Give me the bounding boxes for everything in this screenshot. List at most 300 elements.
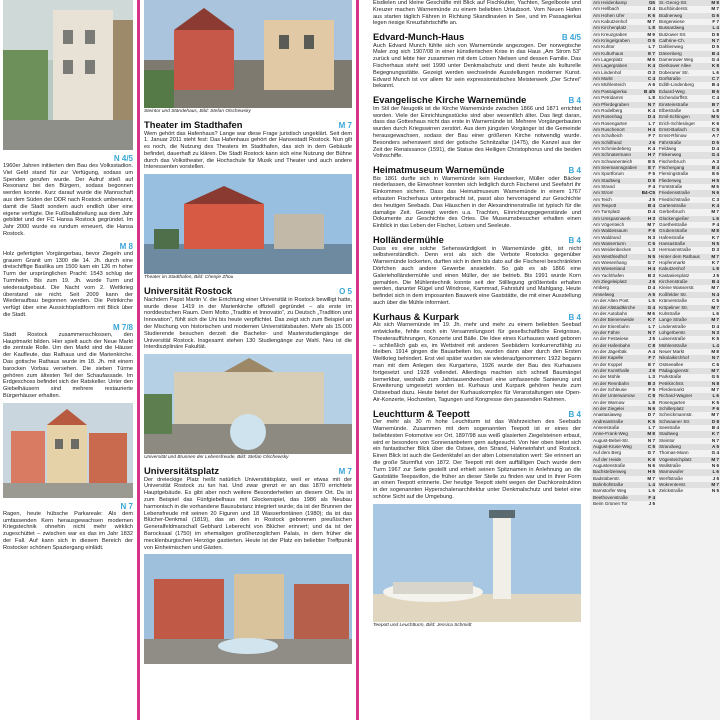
- street-name: Zelckstraße: [659, 488, 683, 494]
- grid-code: M 7: [711, 456, 719, 462]
- paragraph: Dass es eine solche Sehenswürdigkeit in Warnemünde gibt, ist nicht selbstverständlich. Denn erst als sich die Verbote Rostocks gegenüber Warnemünde lockerten, durften sich in dem bis dato auf die Fischerei beschränkten Dörfchen auch andere Gewerbe ansiedeln. So gab es ab 1866 eine Galerieholländermühle und einen Müller, der sie betrieb. Bis 1991 wurde Korn gemahlen. Die Mühlentechnik konnte seit der Stilllegung größtenteils erhalten werden, darunter Rügel und Windrose, Kammrad, Fahrstuhl und Mahlgang. Heute befindet sich in dem imposanten Bauwerk eine Gaststätte, die mit einer Ausstellung auch über die Mühle informiert.: [373, 245, 581, 306]
- section-title: Heimatmuseum Warnemünde: [373, 164, 505, 176]
- street-name: Petrikirchstr.: [659, 380, 685, 386]
- grid-code: M 8: [711, 0, 719, 5]
- grid-code: F 7: [712, 19, 719, 25]
- street-name: Am Kulturhaus: [593, 50, 624, 56]
- street-name: Ostseeallee: [659, 361, 684, 367]
- grid-code: E 7: [648, 50, 655, 56]
- street-name: Forststraße: [659, 183, 683, 189]
- paragraph: Stadt Rostock zusammenschlossen, den Hauptmarkt bilden. Hier spielt auch der Neue Markt die zentrale Rolle. Um den Markt sind die Häuser der Kaufleute, das Rathaus und die Marienkirche. Das gotische Rathaus wurde im 18. Jh. mit einem barocken Vorbau versehen. Die sieben Türme gehören zum ältesten Teil der Schaufassade. Im Erdgeschoss befindet sich der Ratskeller. Unter den Giebelhäusern sind mehrere restaurierte Bürgerhäuser erhalten.: [3, 331, 133, 399]
- section-ref: M 7/8: [112, 322, 133, 332]
- grid-code: G 5: [711, 374, 719, 380]
- street-name: Büdnerweg: [659, 12, 683, 18]
- grid-code: H 3: [647, 215, 655, 221]
- grid-code: B 4/5: [644, 88, 655, 94]
- grid-code: H 7: [647, 152, 655, 158]
- photo-university: [144, 354, 352, 454]
- street-name: Mühlenstraße: [659, 342, 688, 348]
- photo-universitaetsplatz: [144, 554, 352, 664]
- street-name: Am Markt: [593, 76, 613, 82]
- street-name: Wallstraße: [659, 463, 681, 469]
- grid-code: L 6: [712, 69, 719, 75]
- street-name: Am Schafteich: [593, 133, 623, 139]
- section-ref: N 4/5: [113, 154, 133, 163]
- street-index-column-1: [592, 0, 656, 720]
- street-name: Hopfenmarkt: [659, 260, 686, 266]
- grid-code: N 6: [647, 463, 655, 469]
- grid-code: D 5: [711, 44, 719, 50]
- street-name: Am Turnplatz: [593, 209, 621, 215]
- street-name: Bachstelzenweg: [593, 469, 627, 475]
- section-ref: B 4/5: [561, 33, 581, 43]
- grid-code: F 6: [648, 228, 655, 234]
- grid-code: G 6: [711, 12, 719, 18]
- grid-code: K 6: [711, 120, 719, 126]
- section-header-theater: [144, 118, 352, 131]
- street-name: Am Passagierkai: [593, 88, 628, 94]
- grid-code: A 5: [648, 291, 655, 297]
- right-page: [361, 0, 586, 720]
- street-name: Anastasiaweg: [593, 412, 622, 418]
- street-name: Am Schnatermann: [593, 152, 632, 158]
- grid-code: C 3: [711, 196, 719, 202]
- grid-code: G 4: [711, 152, 719, 158]
- section-title: Universitätsplatz: [144, 465, 220, 477]
- street-name: Am Rodelberg: [593, 107, 623, 113]
- grid-code: N 5: [711, 488, 719, 494]
- street-name: Cathrine-Ch.: [659, 38, 686, 44]
- street-name: Hermannstraße: [659, 247, 691, 253]
- photo-caption: Theater im Stadthafen, Bild: Chenjie Zhou: [144, 275, 234, 281]
- section-ref: N 7: [120, 501, 133, 511]
- grid-code: L 8: [712, 107, 719, 113]
- street-name: Am Ruschenort: [593, 126, 625, 132]
- section-title: Leuchtturm & Teepott: [373, 407, 470, 419]
- grid-code: D 4: [647, 209, 655, 215]
- street-name: Strandweg: [659, 444, 681, 450]
- street-name: Dierkower Allee: [659, 63, 691, 69]
- grid-code: O 3: [647, 69, 655, 75]
- grid-code: E 7: [648, 164, 655, 170]
- grid-code: M 8: [647, 431, 655, 437]
- photo-caption: Steintor und Ständehaus, Bild: Stefan Olschewsky: [144, 109, 251, 114]
- grid-code: N 8: [711, 380, 719, 386]
- street-name: Schillerplatz: [659, 406, 684, 411]
- street-name: An der Warnow: [593, 399, 625, 405]
- street-name: Am Kirchenplatz: [593, 25, 627, 31]
- street-name: Dorfstraße: [659, 76, 681, 82]
- grid-code: L 4: [648, 482, 655, 488]
- grid-code: J 6: [648, 139, 655, 145]
- grid-code: G 4: [647, 304, 655, 310]
- grid-code: L 7: [648, 323, 655, 329]
- street-name: Am Wasserturm: [593, 241, 626, 247]
- grid-code: N 7: [711, 437, 719, 443]
- grid-code: N 3: [647, 234, 655, 240]
- grid-code: C 4: [711, 95, 719, 101]
- street-name: Emil-Schlingen: [659, 114, 690, 120]
- grid-code: D 7: [647, 412, 655, 418]
- street-name: Am Westfriedhof: [593, 253, 627, 259]
- grid-code: B 4: [711, 82, 719, 88]
- section-header: [373, 233, 581, 246]
- street-name: St.-Georg-Str.: [659, 0, 688, 5]
- street-name: An der Alten Post: [593, 298, 629, 304]
- grid-code: E 7: [648, 361, 655, 367]
- section-title: Kurhaus & Kurpark: [373, 310, 459, 322]
- grid-code: K 4: [711, 203, 719, 208]
- street-name: Lohgerberstr.: [659, 329, 687, 335]
- grid-code: B 4: [711, 50, 719, 56]
- grid-code: D 8: [711, 418, 719, 424]
- grid-code: A 6: [648, 82, 655, 88]
- grid-code: N 7: [647, 101, 655, 107]
- paragraph: Nachdem Papst Martin V. die Errichtung einer Universität in Rostock bewilligt hatte, wurde diese 1419 in der Marienkirche offiziell gegründet – als erste im norddeutschen Raum. Dem Motto „Traditio et Innovatio“, zu Deutsch „Tradition und Innovation“, fühlt sich die Uni bis heute verpflichtet. Das zeigt sich zum Beispiel an der Mischung von historischen und modernen Universitätsbauten. Mehr als 15.000 Studierende besuchen derzeit die Bachelor- und Masterstudiengänge der Universität Rostock. Insgesamt stehen 130 Studiengänge zur Wahl. Neu ist die Interdisziplinäre Fakultät.: [144, 296, 352, 351]
- street-name: Wokrenterstr.: [659, 482, 687, 488]
- street-name: Am Teepott: [593, 203, 617, 208]
- paragraph: 1960er Jahren initiierten den Bau des Volksstadion. Viel Geld stand für zur Verfügung, sodass um Spenden gerufen wurde. Der Aufruf stieß auf Resonanz bei den Bürgern, sodass begonnen werden konnte. Kurz darauf wurde die Mannschaft aus dem Süden der DDR nach Rostock umbenannt, damit die Stadt sondern auch endlich über eine eigene verfügte. Die Fußballabteilung aus dem Jahr gebildet und der FC Hansa Rostock gegründet. Im Jahr 2000 wurde es rundum erneuert, die Hansa Rostock.: [3, 163, 133, 237]
- street-name: Am Yachthafen: [593, 272, 624, 278]
- paragraph: Holz gefertigten Vorgängerbau, bevor Ziegeln und grauem Granit um 1300 die 14. Jh. durch eine dreischiffige Basilika um 1500 kam ein 126 m hoher Turm der ursprünglichen Pracht: 1543 schlug der Turmhelm. Bis zum 19. Jh. wurde Turm und wiederaufgebaut. Die Nacht vom 2. Weltkrieg überstand sie nicht. Seit 2009 kann der Wiederaufbau begonnen werden. Die Petrikirche verfügt über eine Aussichtsplattform mit Blick über die Stadt.: [3, 250, 133, 318]
- grid-code: B 7: [711, 101, 719, 107]
- grid-code: J 5: [648, 196, 655, 202]
- grid-code: E 6: [712, 171, 719, 177]
- street-name: Koßfelder Str.: [659, 291, 688, 297]
- street-name: Am Waldessaum: [593, 228, 628, 234]
- street-name: Am Pferdegraben: [593, 101, 630, 107]
- grid-code: M 8: [711, 348, 719, 354]
- grid-code: L 8: [648, 25, 655, 31]
- section-ref: M 7: [338, 467, 352, 477]
- grid-code: K 5: [711, 399, 719, 405]
- street-name: Rosengarten: [659, 399, 686, 405]
- grid-code: G 4: [711, 57, 719, 63]
- street-name: Beethovenstraße: [593, 494, 628, 500]
- grid-code: M 7: [711, 317, 719, 323]
- grid-code: A 7: [712, 133, 719, 139]
- street-name: Bürgerwiese: [659, 19, 685, 25]
- grid-code: F 6: [712, 406, 719, 411]
- section-title: Theater im Stadthafen: [144, 119, 243, 130]
- street-name: Hinter dem Rathaus: [659, 253, 700, 259]
- section-title: Evangelische Kirche Warnemünde: [373, 94, 527, 106]
- street-name: Fährstraße: [659, 139, 682, 145]
- grid-code: L 6: [712, 215, 719, 221]
- section-header: [373, 30, 581, 43]
- section-header: [373, 310, 581, 323]
- grid-code: L 7: [648, 44, 655, 50]
- street-index-column-2: [658, 0, 720, 720]
- grid-code: N 5: [711, 241, 719, 247]
- grid-code: K 6: [647, 456, 655, 462]
- grid-code: J 6: [648, 367, 655, 373]
- grid-code: L 3: [648, 374, 655, 380]
- street-name: Am Heidenkamp: [593, 0, 627, 5]
- grid-code: M 7: [711, 285, 719, 291]
- grid-code: C 5: [711, 298, 719, 304]
- street-name: Dahlienweg: [659, 44, 684, 50]
- section-ref: B 4: [568, 96, 581, 106]
- paragraph: Der dreieckige Platz heißt natürlich Universitätsplatz, weil er etwas mit der Universität Rostock zu tun hat. Und zwar grenzt er an das 1870 errichtete Hauptgebäude. Es gibt aber noch weitere Besonderheiten an diesem Ort. Da ist zum Beispiel das Fünfgiebelhaus mit Glockenspiel, das 1986 als Neubau harmonisch in die vorhandene Bausubstanz integriert wurde; da ist der Brunnen der Lebensfreude mit seinen 20 Figuren und 18 Wasserfontänen (1980); da ist das Blücher-Denkmal (1819), das an den in Rostock geborenen preußischen Generalfeldmarschall Gebhard Leberecht von Blücher erinnert; und da ist der Barocksaal (1750) im ehemaligen großherzoglichen Palais, in dem früher die mecklenburgischen Herzöge gastierten. Heute ist der Platz ein beliebter Treffpunkt von Einheimischen und Gästen.: [144, 476, 352, 551]
- street-name: Am Lagerplatz: [593, 57, 623, 63]
- street-name: An der Koppel: [593, 361, 623, 367]
- grid-code: M 5: [711, 183, 719, 189]
- grid-code: D 3: [711, 247, 719, 253]
- photo-caption: Universität und Brunnen der Lebensfreude, Bild: Stefan Olschewsky: [144, 455, 289, 461]
- street-name: Eichendorffstr.: [659, 95, 689, 101]
- grid-code: A 3: [712, 158, 719, 164]
- section-header-universitaetsplatz: [144, 464, 352, 477]
- street-name: Schnickmannstr.: [659, 412, 693, 418]
- grid-code: M 5: [711, 114, 719, 120]
- grid-code: L 8: [712, 266, 719, 272]
- grid-code: M 7: [647, 19, 655, 25]
- street-name: Seestraße: [659, 425, 681, 431]
- street-name: Amselweg: [593, 291, 615, 297]
- grid-code: H 5: [647, 469, 655, 475]
- street-name: Am Mühlenteich: [593, 82, 626, 88]
- section-divider-left: [137, 0, 140, 720]
- street-name: Am Petridamm: [593, 95, 624, 101]
- grid-code: M 7: [711, 386, 719, 392]
- street-name: Vögenteichplatz: [659, 456, 692, 462]
- street-name: Am Kabutzenhof: [593, 19, 627, 25]
- grid-code: M 7: [711, 209, 719, 215]
- photo-rathaus: [3, 403, 133, 498]
- grid-code: D 8: [711, 31, 719, 37]
- grid-code: L 7: [648, 425, 655, 431]
- street-name: Friedensstraße: [659, 190, 690, 196]
- street-name: Am Sportforum: [593, 171, 624, 177]
- street-name: Am Strom: [593, 190, 614, 196]
- street-name: Hafenstraße: [659, 234, 685, 240]
- street-name: Am Waldrand: [593, 234, 621, 240]
- grid-code: M 9: [647, 31, 655, 37]
- street-index-row: [658, 488, 720, 494]
- street-name: Am Schilfrand: [593, 139, 622, 145]
- section-title: Edvard-Munch-Haus: [373, 31, 465, 43]
- street-name: Thomas-Mann: [659, 450, 689, 456]
- street-name: Friedrichstraße: [659, 196, 690, 202]
- grid-code: A 4: [648, 348, 655, 354]
- street-name: Erich-Schlesinger: [659, 120, 695, 126]
- grid-code: G 4: [711, 450, 719, 456]
- grid-code: G 7: [647, 260, 655, 266]
- section-header: [373, 407, 581, 420]
- grid-code: L 7: [648, 120, 655, 126]
- street-name: Elbestraße: [659, 107, 682, 113]
- grid-code: C 8: [647, 342, 655, 348]
- grid-code: D 4: [711, 145, 719, 151]
- grid-code: G5: [648, 0, 655, 5]
- grid-code: J 6: [648, 279, 655, 285]
- grid-code: C 6: [647, 241, 655, 247]
- grid-code: N 7: [711, 355, 719, 361]
- grid-code: H 4: [647, 126, 655, 132]
- grid-code: C 6: [711, 361, 719, 367]
- grid-code: M 6: [647, 310, 655, 316]
- street-name: Am Schwanenteich: [593, 158, 633, 164]
- street-name: Am Stadtweg: [593, 177, 621, 183]
- street-name: An der Mühle: [593, 374, 621, 380]
- grid-code: H 5: [711, 177, 719, 183]
- grid-code: M 7: [711, 367, 719, 373]
- paragraph: Eisdielen und kleine Geschäfte mit Blick auf Fischkutter, Yachten, Segelboote und Kreuzer machen Warnemünde zu einem beliebten Urlaubsort. Vom Neuen Hafen aus starten täglich Fähren in Richtung Skandinavien in See, und im Passagierkai legen riesige Kreuzfahrtschiffe an.: [373, 0, 581, 27]
- street-name: Lange Straße: [659, 317, 687, 323]
- grid-code: K 6: [647, 12, 655, 18]
- section-ref: B 4: [568, 236, 581, 246]
- paragraph: Ragen, heute hübsche Parkareale: Als dem umfassenden Kern herausgewachsen modernen Kriegstechnik ohnehin nicht mehr wirklich zugeschüttet – zwischen war es das im Jahr 1832 der Fall. Auf kann sich in diesem Bereich der Rostocker schönen Spaziergang einlädt.: [3, 510, 133, 551]
- street-name: Gartenstraße: [659, 203, 687, 208]
- grid-code: L 8: [648, 95, 655, 101]
- street-name: Am Kuhtor: [593, 44, 615, 50]
- grid-code: M 6: [647, 57, 655, 63]
- section-ref: B 4: [568, 409, 581, 419]
- street-name: Ernst-Barlach: [659, 126, 687, 132]
- street-name: Beim Grünen Tor: [593, 501, 628, 507]
- paragraph: Im Stil der Neugotik ist die Kirche Warnemünde zwischen 1866 und 1871 errichtet worden. Viele der Einrichtungsstücke sind aber wesentlich älter. Das liegt daran, dass das Gotteshaus nicht das erste in Warnemünde ist. Mehrere Vorgängerbauten wurden durch Kriegswirren zerstört. Aus dem jüngsten Vorgänger ist die Gemeinde herausgewachsen, sodass der Bau einer größeren Kirche notwendig wurde. Besonders sehenswert sind der gotische Schnitzaltar (1475), die Kanzel aus der Zeit der Renaissance (1591), die Statue des Heiligen Christophorus und die beiden Votivschiffe.: [373, 105, 581, 160]
- grid-code: N 6: [711, 190, 719, 196]
- street-name: An der Kapelle: [593, 355, 624, 361]
- street-name: Gerberbruch: [659, 209, 685, 215]
- grid-code: F 7: [648, 355, 655, 361]
- grid-code: L 6: [712, 310, 719, 316]
- street-name: Augustenstraße: [593, 463, 626, 469]
- street-name: Schwaaner Str.: [659, 418, 691, 424]
- grid-code: F 4: [712, 222, 719, 228]
- grid-code: M 7: [647, 222, 655, 228]
- grid-code: J 5: [712, 272, 719, 278]
- street-name: Butzower Str.: [659, 31, 687, 37]
- grid-code: K 4: [647, 145, 655, 151]
- street-name: Kastanienplatz: [659, 272, 690, 278]
- section-ref: B 4: [568, 312, 581, 322]
- grid-code: C 4: [647, 76, 655, 82]
- grid-code: L 4: [712, 25, 719, 31]
- grid-code: B 4: [647, 203, 655, 208]
- grid-code: N 3: [711, 329, 719, 335]
- street-name: Nikolaikirchhof: [659, 355, 689, 361]
- street-name: Luisenstraße: [659, 336, 686, 342]
- street-name: An der Festwiese: [593, 336, 629, 342]
- grid-code: K 7: [711, 234, 719, 240]
- grid-code: M 7: [711, 253, 719, 259]
- grid-code: N 6: [647, 406, 655, 411]
- grid-code: N 6: [711, 463, 719, 469]
- grid-code: D 5: [711, 139, 719, 145]
- street-name: Auf der Heide: [593, 456, 622, 462]
- street-name: Barnstorfer Weg: [593, 488, 627, 494]
- grid-code: D 8: [647, 177, 655, 183]
- grid-code: N 7: [647, 329, 655, 335]
- grid-code: F 5: [648, 386, 655, 392]
- street-name: Steintor: [659, 437, 675, 443]
- grid-code: L 5: [648, 298, 655, 304]
- grid-code: C 8: [647, 393, 655, 399]
- grid-code: C 5: [711, 126, 719, 132]
- street-name: Am Vögenteich: [593, 222, 625, 228]
- grid-code: F 7: [648, 133, 655, 139]
- photo-caption: Teepott und Leuchtturm, Bild: Jessica Schmidt: [373, 622, 472, 628]
- grid-code: L 3: [648, 247, 655, 253]
- photo-theater: [144, 174, 352, 274]
- street-name: Dänenberg: [659, 50, 682, 56]
- section-ref: B 4: [568, 166, 581, 176]
- grid-code: L 6: [712, 469, 719, 475]
- street-name: Fischerbruch: [659, 158, 686, 164]
- street-name: Edith-Lindenberg: [659, 82, 694, 88]
- grid-code: L 8: [648, 399, 655, 405]
- street-name: Kirchenstraße: [659, 279, 688, 285]
- street-name: Anne-Frank-Weg: [593, 431, 628, 437]
- street-name: Am Lagergraben: [593, 63, 628, 69]
- photo-steintor: [144, 0, 352, 108]
- street-name: Warnowufer: [659, 469, 684, 475]
- grid-code: C 5: [647, 444, 655, 450]
- street-name: Kabutzenhof: [659, 266, 685, 272]
- street-name: Am Hohen Ufer: [593, 12, 625, 18]
- street-name: An der Jägerbäk: [593, 348, 627, 354]
- grid-code: K 7: [711, 260, 719, 266]
- grid-code: F 4: [648, 183, 655, 189]
- street-name: August-Kruse-Weg: [593, 444, 632, 450]
- street-name: Am Umspannwerk: [593, 215, 631, 221]
- grid-code: N 7: [711, 38, 719, 44]
- grid-code: K 8: [711, 63, 719, 69]
- paragraph: Als sich Warnemünde im 19. Jh. mehr und mehr zu einem beliebten Seebad entwickelte, fehlte noch ein Versammlungsort für gesellschaftliche Ereignisse, Theateraufführungen, Konzerte und Bälle. Die Idee eines Kurhauses ward geboren – schließlich gab es, im Wettstreit mit anderen Seebädern konkurrenzfähig zu bleiben. 1914 gingen die Bauarbeiten los, wurden dann aber durch den Ersten Weltkrieg behindert. Erst viel später wurden sie wiederaufgenommen: 1922 begann man mit dem Anlegen des Kurgartens, 1926 wurde der Bau des Kurhauses fortgesetzt und 1928 vollendet. Allerdings machten sich schnell Baumängel bemerkbar, weshalb zum Jahrtausendwechsel eine umfassende Sanierung und Erweiterung umgesetzt worden ist. Kurhaus und Kurpark gehören heute zum Ostseebad dazu. Heute bietet der Kurhauskomplex für Veranstaltungen wie Open-Air-Konzerte, Hochzeiten, Tagungen und Kongresse den passenden Rahmen.: [373, 322, 581, 403]
- street-name: An der Schleuse: [593, 386, 627, 392]
- street-name: Am Kringelgraben: [593, 38, 630, 44]
- section-header: [373, 93, 581, 106]
- street-name: Andreasstraße: [593, 418, 624, 424]
- street-name: Am Kreuzgraben: [593, 31, 628, 37]
- grid-code: M 7: [711, 482, 719, 488]
- street-name: An der Bienenweide: [593, 317, 635, 323]
- grid-code: J 5: [648, 501, 655, 507]
- street-name: An der Unterwarnow: [593, 393, 635, 399]
- grid-code: O 5: [647, 38, 655, 44]
- paragraph: Bis 1861 durfte sich in Warnemünde kein Handwerker, Müller oder Bäcker niederlassen, die Einwohner konnten sich lediglich durch Fischerei und Seefahrt ihr Einkommen sichern. Dass das Heimatmuseum Warnemünde in einem 1767 erbauten Fischerhaus untergebracht ist, passt also hervorragend zur Geschichte des heutigen Seebads. Das Häuschen in der Alexandrinenstraße ist typisch für die damalige Zeit. Gezeigt werden u.a. Trachten, Einrichtungsgegenstände und Dokumente zur Geschichte des Ortes. Die Museumsbesucher erhalten einen Einblick in das Leben der Fischer, Lotsen und Seeleute.: [373, 175, 581, 230]
- right-text-column: [373, 0, 581, 720]
- grid-code: N 4: [711, 291, 719, 297]
- grid-code: D 4: [647, 285, 655, 291]
- street-name: An der Autobahn: [593, 310, 628, 316]
- street-name: An der Hafenbahn: [593, 342, 631, 348]
- grid-code: N 7: [647, 437, 655, 443]
- grid-code: B 4: [711, 164, 719, 170]
- grid-code: D 4: [647, 114, 655, 120]
- photo-street: [3, 0, 133, 150]
- grid-code: B4-C5: [641, 190, 655, 196]
- grid-code: M 8: [711, 228, 719, 234]
- grid-code: B 4: [711, 279, 719, 285]
- street-name: Am Weidenbecken: [593, 247, 632, 253]
- grid-code: D 4: [711, 323, 719, 329]
- street-index-row: [592, 501, 656, 507]
- street-name: Am Teich: [593, 196, 612, 202]
- street-name: An der Rennbahn: [593, 380, 630, 386]
- street-name: Auf dem Berg: [593, 450, 622, 456]
- street-name: Am Rosengarten: [593, 120, 628, 126]
- street-name: Damerower Weg: [659, 57, 694, 63]
- street-name: An der Altstadtkirche: [593, 304, 636, 310]
- street-name: Krämerstraße: [659, 298, 688, 304]
- street-index: [590, 0, 720, 720]
- grid-code: N 5: [647, 253, 655, 259]
- street-name: Doberaner Str.: [659, 69, 689, 75]
- grid-code: J 5: [712, 475, 719, 481]
